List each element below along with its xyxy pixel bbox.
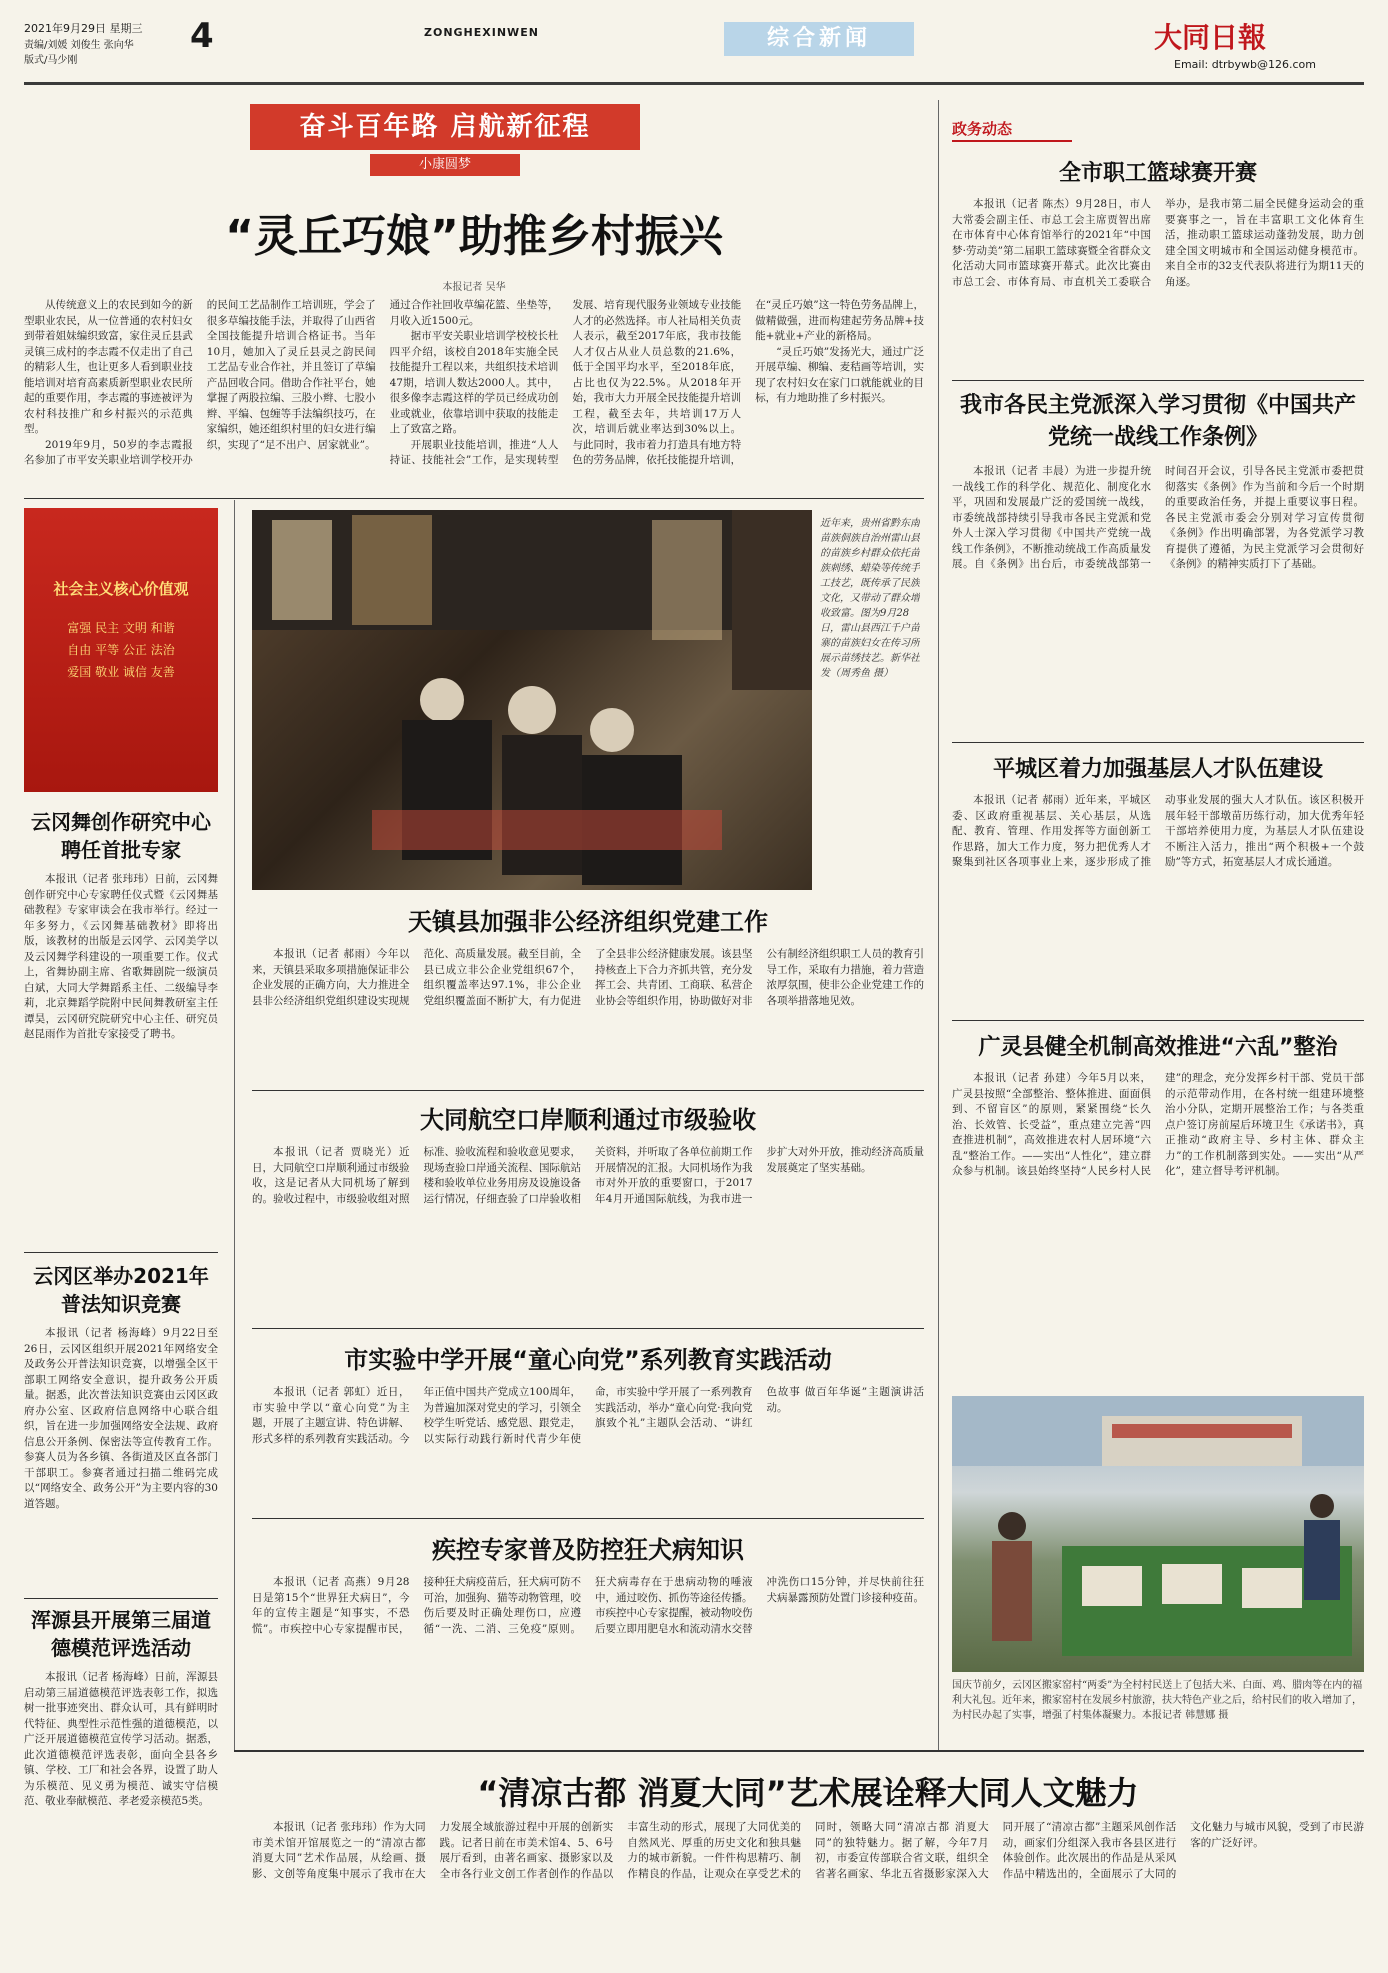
article-body: 本报讯（记者 丰晨）为进一步提升统一战线工作的科学化、规范化、制度化水平，巩固和发展最广泛的爱国统一战线，市委统战部持续引导我市各民主党派和党外人士深入学习贯彻《中国共产党统一战线工作条例》，不断推动统战工作高质量发展。自《条例》出台后，市委统战部第一时间召开会议，引导各民主党派市委把贯彻落实《条例》作为当前和今后一个时期的重要政治任务，并提上重要议事日程。各民主党派市委会分别对学习宣传贯彻《条例》作出明确部署，为各党派学习教育提供了遵循，为民主党派学习会贯彻好《条例》的精神实质打下了基础。 [952,465,1364,570]
mid-article-3 [252,1340,924,1510]
right-article-4 [952,1030,1364,1390]
divider [24,498,924,499]
divider [952,742,1364,743]
bottom-body: 本报讯（记者 张玮玮）作为大同市美术馆开馆展览之一的“清凉古都 消夏大同”艺术作品展，从绘画、摄影、文创等角度集中展示了我市在大力发展全域旅游过程中开展的创新实践。记者日前在市美术馆4、5、6号展厅看到，由著名画家、摄影家以及全市各行业文创工作者创作的作品以丰富生动的形式，展现了大同优美的自然风光、厚重的历史文化和独具魅力的城市新貌。一件件构思精巧、制作精良的作品，让观众在享受艺术的同时，领略大同“清凉古都 消夏大同”的独特魅力。据了解，今年7月初，市委宣传部联合省文联，组织全省著名画家、华北五省摄影家深入大同开展了“清凉古都”主题采风创作活动，画家们分组深入我市各县区进行体验创作。此次展出的作品是从采风作品中精选出的，全面展示了大同的文化魅力与城市风貌，受到了市民游客的广泛好评。 [252,1821,1364,1880]
banner-subtitle: 小康圆梦 [370,154,520,176]
article-headline: 大同航空口岸顺利通过市级验收 [420,1106,756,1134]
page-number: 4 [190,16,214,56]
divider [252,1090,924,1091]
banner [250,104,640,184]
photo-caption: 国庆节前夕，云冈区搬家窑村“两委”为全村村民送上了包括大米、白面、鸡、腊肉等在内的福利大礼包。近年来，搬家窑村在发展乡村旅游，扶大特色产业之后，给村民们的收入增加了，为村民办起了实事，增强了村集体凝聚力。本报记者 韩慧娜 摄 [952,1680,1363,1721]
lead-paragraph: 2019年9月，50岁的李志霞报名参加了市平安关职业培训学校开办的民间工艺品制作工培训班，学会了很多草编技能手法，并取得了山西省全国技能提升培训合格证书。当年10月，她加入了灵丘县灵之韵民间工艺品专业合作社，并且签订了草编产品回收合同。借助合作社平台，她掌握了两股拉编、三股小辫、七股小辫、平编、包缠等手法编织技巧，在家编织，她还组织村里的妇女进行编织，实现了“足不出户、居家就业”。通过合作社回收草编花篮、坐垫等，月收入近1500元。 [24,299,559,466]
lead-paragraph: 据市平安关职业培训学校校长杜四平介绍，该校自2018年实施全民技能提升工程以来，共组织技术培训47期，培训人数达2000人。其中，很多像李志霞这样的学员已经成功创业或就业，依靠培训中获取的技能走上了致富之路。 [389,330,559,435]
core-values-panel [24,508,218,792]
article-headline: 我市各民主党派深入学习贯彻《中国共产党统一战线工作条例》 [959,393,1356,450]
article-body: 本报讯（记者 郭虹）近日，市实验中学以“童心向党”为主题，开展了主题宣讲、特色讲解、形式多样的系列教育实践活动。今年正值中国共产党成立100周年，为普遍加深对党史的学习，引领全校学生听党话、感党恩、跟党走，以实际行动践行新时代青少年使命，市实验中学开展了一系列教育实践活动，举办“童心向党·我向党旗致个礼”主题队会活动、“讲红色故事 做百年华诞”主题演讲活动。 [252,1386,924,1445]
photo-illustration [252,510,812,890]
article-body: 本报讯（记者 杨海峰）9月22日至26日，云冈区组织开展2021年网络安全及政务公开普法知识竞赛，以增强全区干部职工网络安全意识，提升政务公开质量。据悉，此次普法知识竞赛由云冈区政府办公室、区政府信息网络中心联合组织，旨在进一步加强网络安全法规、政府信息公开条例、保密法等宣传教育工作。参赛人员为各乡镇、各街道及区直各部门干部职工。参赛者通过扫描二维码完成以“网络安全、政务公开”为主要内容的30道答题。 [24,1327,218,1510]
masthead [24,18,1364,80]
divider [952,380,1364,381]
article-headline: 广灵县健全机制高效推进“六乱”整治 [978,1035,1338,1060]
article-headline: 全市职工篮球赛开赛 [1058,161,1257,186]
embroidery-photo [252,510,812,890]
photo-illustration [952,1396,1364,1672]
article-body: 本报讯（记者 郝雨）近年来，平城区委、区政府重视基层、关心基层，从选配、教育、管理、作用发挥等方面创新工作思路，加大工作力度，努力把优秀人才聚集到社区各项事业上来，逐步形成了推动事业发展的强大人才队伍。该区积极开展年轻干部墩苗历练行动，加大优秀年轻干部培养使用力度，为基层人才队伍建设不断注入活力，推出“两个积极+一个鼓励”等方式，拓宽基层人才成长通道。 [952,794,1364,868]
divider [24,1598,218,1599]
paper-logo: 大同日報 [1154,21,1267,54]
editors: 责编/刘媛 刘俊生 张向华 [24,40,134,51]
article-headline: 浑源县开展第三届道德模范评选活动 [31,1608,211,1660]
section-tag [952,118,1072,142]
article-body: 本报讯（记者 孙建）今年5月以来，广灵县按照“全部整治、整体推进、面面俱到、不留盲区”的原则，紧紧围绕“长久治、长效管、长受益”，重点建立完善“四查推进机制”，高效推进农村人居环境“六乱”整治工作。——实出“人性化”，建立群众参与机制。该县始终坚持“人民乡村人民建”的理念，充分发挥乡村干部、党员干部的示范带动作用，在各村统一组建环境整治小分队，定期开展整治工作；与各类重点户签订房前屋后环境卫生《承诺书》，真正推动“政府主导、乡村主体、群众主力”的工作机制落到实处。——实出“从严化”，建立督导考评机制。 [952,1072,1364,1177]
article-headline: 平城区着力加强基层人才队伍建设 [992,757,1323,782]
article-body: 本报讯（记者 高燕）9月28日是第15个“世界狂犬病日”，今年的宣传主题是“知事实，不恐慌”。市疾控中心专家提醒市民，接种狂犬病疫苗后，狂犬病可防不可治，加强狗、猫等动物管理，咬伤后要及时正确处理伤口，应遵循“一洗、二消、三免疫”原则。狂犬病毒存在于患病动物的唾液中，通过咬伤、抓伤等途径传播。市疾控中心专家提醒，被动物咬伤后要立即用肥皂水和流动清水交替冲洗伤口15分钟，并尽快前往狂犬病暴露预防处置门诊接种疫苗。 [252,1576,924,1635]
right-article-2 [952,390,1364,734]
article-headline: 云冈舞创作研究中心聘任首批专家 [31,810,211,862]
core-values-line: 富强 民主 文明 和谐 [67,621,175,635]
core-values-line: 爱国 敬业 诚信 友善 [67,665,175,679]
article-headline: 天镇县加强非公经济组织党建工作 [408,908,768,936]
mid-article-1 [252,902,924,1082]
article-body: 本报讯（记者 郝雨）今年以来，天镇县采取多项措施保证非公企业发展的正确方向，大力推进全县非公经济组织党组织建设实现规范化、高质量发展。截至目前，全县已成立非公企业党组织67个，组织覆盖率达97.1%，非公企业党组织覆盖面不断扩大，有力促进了全县非公经济健康发展。该县坚持核查上下合力齐抓共管，充分发挥工会、共青团、工商联、私营企业协会等组织作用，协助做好对非公有制经济组织职工人员的教育引导工作，采取有力措施，着力营造浓厚氛围，使非公企业党建工作的各项举措落地见效。 [252,948,924,1007]
left-article-3 [24,1606,218,1946]
divider [252,1518,924,1519]
left-article-1 [24,808,218,1248]
article-headline: 云冈区举办2021年普法知识竞赛 [33,1264,209,1316]
section-tag-label: 政务动态 [952,120,1013,138]
left-article-2 [24,1262,218,1592]
article-headline: 疾控专家普及防控狂犬病知识 [432,1536,744,1564]
village-gift-photo [952,1396,1364,1672]
mid-article-4 [252,1530,924,1740]
lead-paragraph: 从传统意义上的农民到如今的新型职业农民，从一位普通的农村妇女到带着姐妹编织致富，家住灵丘县武灵镇三成村的李志霞不仅走出了自己的精彩人生，也让更多人看到职业技能培训对培育高素质新型职业农民所起的重要作用，李志霞的事迹被评为农村科技推广和乡村振兴的示范典型。 [24,299,193,435]
email: Email: dtrbywb@126.com [1174,58,1316,71]
layout-editor: 版式/马少刚 [24,55,78,66]
lead-headline: “灵丘巧娘”助推乡村振兴 [225,211,723,262]
core-values-title: 社会主义核心价值观 [53,580,189,598]
photo-caption: 近年来，贵州省黔东南苗族侗族自治州雷山县的苗族乡村群众依托苗族刺绣、蜡染等传统手工技艺，既传承了民族文化，又带动了群众增收致富。图为9月28日，雷山县西江千户苗寨的苗族妇女在传习所展示苗绣技艺。新华社发（周秀鱼 摄） [820,518,920,679]
mid-article-2 [252,1100,924,1320]
article-body: 本报讯（记者 贾晓光）近日，大同航空口岸顺利通过市级验收，这是记者从大同机场了解到的。验收过程中，市级验收组对照标准、验收流程和验收意见要求，现场查验口岸通关流程、国际航站楼和验收单位业务用房及设施设备运行情况，仔细查验了口岸验收相关资料，并听取了各单位前期工作开展情况的汇报。大同机场作为我市对外开放的重要窗口，于2017年4月开通国际航线，为我市进一步扩大对外开放，推动经济高质量发展奠定了坚实基础。 [252,1146,924,1205]
divider [24,1252,218,1253]
column-rule [234,500,235,1750]
article-body: 本报讯（记者 陈杰）9月28日，市人大常委会副主任、市总工会主席贾智出席在市体育中心体育馆举行的2021年“中国梦·劳动美”第二届职工篮球赛暨全省群众文化活动大同市篮球赛开幕式。此次比赛由市总工会、市体育局、市直机关工委联合举办，是我市第二届全民健身运动会的重要赛事之一，旨在丰富职工文化体育生活，推动职工篮球运动蓬勃发展，助力创建全国文明城市和全国运动健身模范市。来自全市的32支代表队将进行为期11天的角逐。 [952,198,1364,288]
header-rule [24,82,1364,85]
issue-date: 2021年9月29日 星期三 [24,22,143,35]
right-article-1 [952,156,1364,374]
divider [234,1750,1364,1752]
article-body: 本报讯（记者 张玮玮）日前，云冈舞创作研究中心专家聘任仪式暨《云冈舞基础教程》专家审读会在我市举行。经过一年多努力，《云冈舞基础教材》即将出版，该教材的出版是云冈学、云冈美学以及云冈舞学科建设的一项重要工作。仪式上，省舞协副主席、省歌舞剧院一级演员白斌，大同大学舞蹈系主任、二级编导李莉，北京舞蹈学院附中民间舞教研室主任谭昊，云冈研究院研究中心主任、研究员赵昆雨作为首批专家接受了聘书。 [24,873,218,1040]
lead-paragraph: 开展职业技能培训，推进“人人持证、技能社会”工作，是实现转型发展、培育现代服务业领域专业技能人才的必然选择。市人社局相关负责人表示，截至2017年底，我市技能人才仅占从业人员总数的21.6%，低于全国平均水平，至2018年底，占比也仅为22.5%。从2018年开始，我市大力开展全民技能提升培训工程，截至去年，共培训17万人次，培训后就业率达到30%以上。与此同时，我市着力打造具有地方特色的劳务品牌，依托技能提升培训，在“灵丘巧娘”这一特色劳务品牌上，做精做强，进而构建起劳务品牌+技能+就业+产业的新格局。 [389,299,924,466]
right-article-3 [952,752,1364,1012]
lead-body [24,298,924,493]
core-values-line: 自由 平等 公正 法治 [67,643,175,657]
article-body: 本报讯（记者 杨海峰）日前，浑源县启动第三届道德模范评选表彰工作，拟选树一批事迹突出、群众认可，具有鲜明时代特征、典型性示范性强的道德模范，以广泛开展道德模范宣传学习活动。据悉，此次道德模范评选表彰，面向全县各乡镇、学校、工厂和社会各界，设置了助人为乐模范、见义勇为模范、诚实守信模范、敬业奉献模范、孝老爱亲模范5类。 [24,1671,218,1807]
lead-paragraph: “灵丘巧娘”发扬光大，通过广泛开展草编、柳编、麦秸画等培训，实现了农村妇女在家门口就能就业的目标，有力地助推了乡村振兴。 [755,345,924,404]
divider [252,1328,924,1329]
column-rule [938,100,939,1750]
lead-byline: 本报记者 吴华 [442,282,506,293]
divider [952,1020,1364,1021]
article-headline: 市实验中学开展“童心向党”系列教育实践活动 [344,1346,832,1374]
banner-title: 奋斗百年路 启航新征程 [250,104,640,150]
bottom-headline: “清凉古都 消夏大同”艺术展诠释大同人文魅力 [477,1774,1139,1812]
section-title: 综合新闻 [724,22,914,56]
section-pinyin: ZONGHEXINWEN [424,26,539,39]
